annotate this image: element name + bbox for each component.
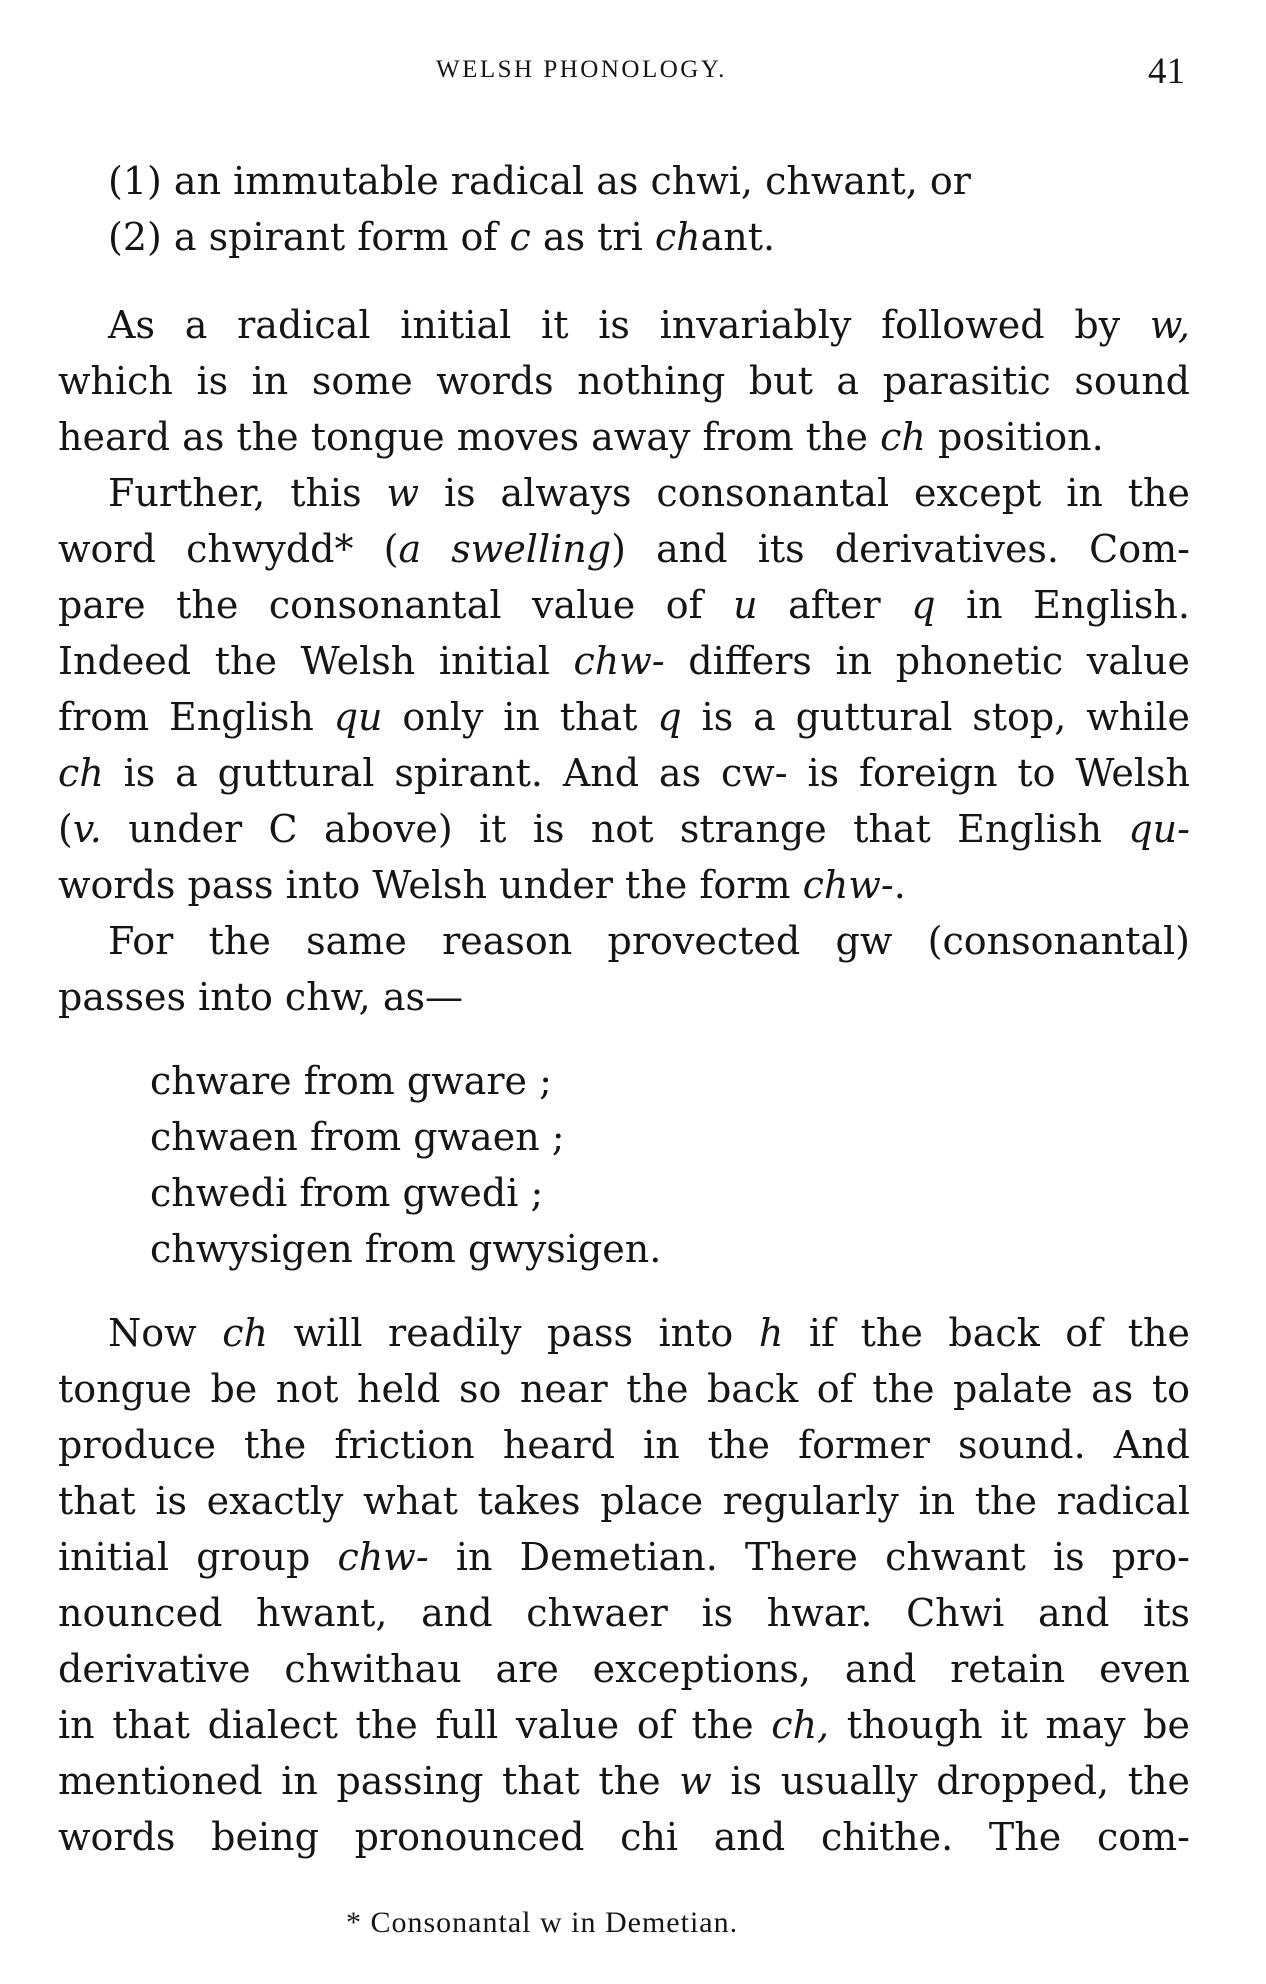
paragraph-4-line-6: nounced hwant, and chwaer is hwar. Chwi and its: [58, 1591, 1190, 1635]
paragraph-2-line-7: (v. under C above) it is not strange that English qu-: [58, 807, 1190, 851]
page-number: 41: [1148, 51, 1185, 92]
paragraph-4-line-5: initial group chw- in Demetian. There chwant is pro-: [58, 1535, 1190, 1579]
paragraph-2-line-4: Indeed the Welsh initial chw- differs in phonetic value: [58, 639, 1190, 683]
enumeration-number: (1): [108, 159, 162, 203]
paragraph-4-line-7: derivative chwithau are exceptions, and retain even: [58, 1647, 1190, 1691]
paragraph-2-line-8: words pass into Welsh under the form chw-.: [58, 863, 906, 907]
paragraph-2-line-2: word chwydd* (a swelling) and its derivatives. Com-: [58, 527, 1191, 571]
example-line-3: chwedi from gwedi ;: [150, 1171, 544, 1215]
paragraph-4-line-9: mentioned in passing that the w is usually dropped, the: [58, 1759, 1190, 1803]
enumeration-text: an immutable radical as chwi, chwant, or: [173, 159, 971, 203]
paragraph-4-line-2: tongue be not held so near the back of the palate as to: [58, 1367, 1190, 1411]
paragraph-4-line-3: produce the friction heard in the former sound. And: [58, 1423, 1190, 1467]
paragraph-2-line-6: ch is a guttural spirant. And as cw- is foreign to Welsh: [58, 751, 1190, 795]
paragraph-3-line-2: passes into chw, as—: [58, 975, 463, 1019]
paragraph-4-line-10: words being pronounced chi and chithe. The com-: [58, 1815, 1190, 1859]
example-line-2: chwaen from gwaen ;: [150, 1115, 565, 1159]
paragraph-4-line-4: that is exactly what takes place regularly in the radical: [58, 1479, 1190, 1523]
paragraph-1-line-3: heard as the tongue moves away from the ch position.: [58, 415, 1104, 459]
footnote: * Consonantal w in Demetian.: [346, 1906, 739, 1939]
enumeration-item-2: [108, 215, 776, 259]
paragraph-3-line-1: For the same reason provected gw (consonantal): [108, 919, 1190, 963]
example-line-4: chwysigen from gwysigen.: [150, 1227, 662, 1271]
enumeration-text: a spirant form of c as tri chant.: [173, 215, 776, 259]
enumeration-number: (2): [108, 215, 162, 259]
example-line-1: chware from gware ;: [150, 1059, 552, 1103]
paragraph-1-line-1: As a radical initial it is invariably followed by w,: [108, 303, 1190, 347]
running-title: WELSH PHONOLOGY.: [436, 56, 727, 83]
paragraph-4-line-8: in that dialect the full value of the ch, though it may be: [58, 1703, 1190, 1747]
enumeration-item-1: [108, 159, 971, 203]
paragraph-4-line-1: Now ch will readily pass into h if the back of the: [108, 1311, 1190, 1355]
paragraph-1-line-2: which is in some words nothing but a parasitic sound: [58, 359, 1190, 403]
paragraph-2-line-3: pare the consonantal value of u after q in English.: [58, 583, 1190, 627]
paragraph-2-line-5: from English qu only in that q is a guttural stop, while: [58, 695, 1190, 739]
paragraph-2-line-1: Further, this w is always consonantal except in the: [108, 471, 1190, 515]
